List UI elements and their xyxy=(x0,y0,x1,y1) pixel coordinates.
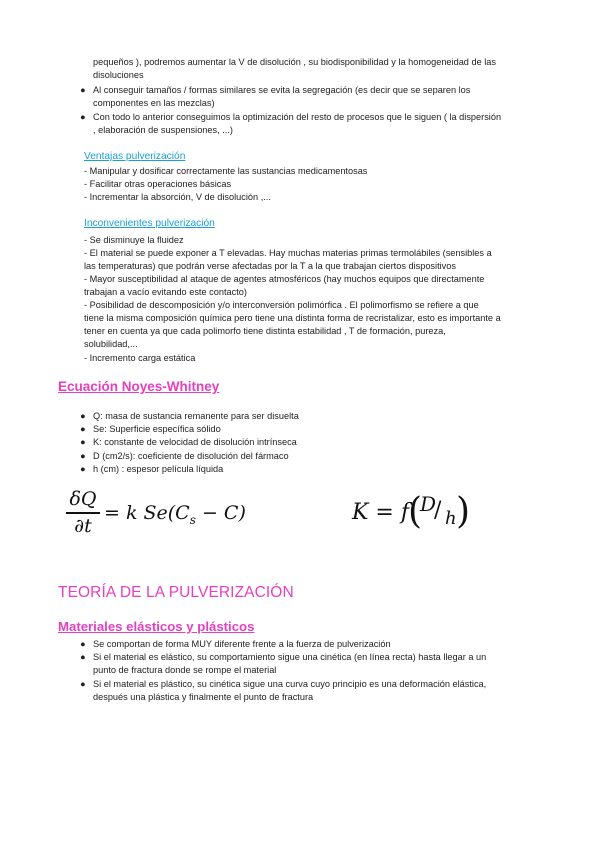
eq2-denominator: h xyxy=(445,508,457,529)
bullet-text: Se: Superficie específica sólido xyxy=(93,424,221,434)
eq1-rhs-main: = k Se(C xyxy=(104,502,190,524)
bullet-dot: ● xyxy=(80,679,86,689)
bullet-dot: ● xyxy=(80,639,86,649)
eq2-slash: / xyxy=(434,498,442,523)
teoria-heading: TEORÍA DE LA PULVERIZACIÓN xyxy=(58,584,294,601)
bullet-text: Al conseguir tamaños / formas similares se evita la segregación (es decir que se separen los xyxy=(93,85,471,95)
intro-line-1: pequeños ), podremos aumentar la V de disolución , su biodisponibilidad y la homogeneidad de las xyxy=(93,57,496,67)
bullet-text: Q: masa de sustancia remanente para ser disuelta xyxy=(93,411,299,421)
eq1-denominator: ∂t xyxy=(74,515,92,537)
eq1-numerator: δQ xyxy=(69,488,97,510)
eq1-rhs-tail: − C) xyxy=(195,502,246,524)
inconvenientes-line: - Incremento carga estática xyxy=(84,353,196,363)
bullet-dot: ● xyxy=(80,424,86,434)
inconvenientes-line: solubilidad,... xyxy=(84,339,138,349)
ventajas-item: - Manipular y dosificar correctamente las sustancias medicamentosas xyxy=(84,166,368,176)
inconvenientes-line: las temperaturas) que podrán verse afectadas por la T a la que trabajan ciertos dispositivos xyxy=(84,261,456,271)
inconvenientes-heading: Inconvenientes pulverización xyxy=(84,218,215,229)
eq2-numerator: D xyxy=(420,492,437,516)
bullet-text: punto de fractura donde se rompe el material xyxy=(93,664,277,675)
bullet-dot: ● xyxy=(80,85,86,95)
inconvenientes-line: - Posibilidad de descomposición y/o interconversión polimórfica . El polimorfismo se refiere a que xyxy=(84,300,479,310)
bullet-text: después una plástica y finalmente el punto de fractura xyxy=(93,691,314,702)
inconvenientes-line: - El material se puede exponer a T elevadas. Hay muchas materias primas termolábiles (sensibles a xyxy=(84,248,492,258)
k-equation xyxy=(352,490,492,540)
eq2-paren-left: ( xyxy=(408,491,423,532)
ventajas-heading: Ventajas pulverización xyxy=(84,151,186,162)
ventajas-item: - Facilitar otras operaciones básicas xyxy=(84,179,232,189)
inconvenientes-line: tiene la misma composición química pero tiene una distinta forma de recristalizar, esto es importante a xyxy=(84,313,501,323)
bullet-text: h (cm) : espesor película líquida xyxy=(93,464,224,474)
eq1-fraction-bar xyxy=(66,512,100,514)
intro-line-2: disoluciones xyxy=(93,70,144,80)
bullet-dot: ● xyxy=(80,437,86,447)
bullet-text: componentes en las mezclas) xyxy=(93,97,215,108)
bullet-text: Se comportan de forma MUY diferente frente a la fuerza de pulverización xyxy=(93,639,391,649)
materiales-heading: Materiales elásticos y plásticos xyxy=(58,619,255,634)
bullet-dot: ● xyxy=(80,112,86,122)
inconvenientes-line: - Se disminuye la fluidez xyxy=(84,235,184,245)
eq2-lhs: K = f xyxy=(352,500,409,525)
bullet-dot: ● xyxy=(80,451,86,461)
bullet-text: Si el material es plástico, su cinética sigue una curva cuyo principio es una deformación elástica, xyxy=(93,679,487,689)
bullet-dot: ● xyxy=(80,411,86,421)
bullet-text: D (cm2/s): coeficiente de disolución del fármaco xyxy=(93,451,289,461)
inconvenientes-line: tener en cuenta ya que cada polimorfo tiene distinta estabilidad , T de formación, pureza, xyxy=(84,326,446,336)
bullet-text: Si el material es elástico, su comportamiento sigue una cinética (en línea recta) hasta llegar a un xyxy=(93,652,487,662)
bullet-text: , elaboración de suspensiones, ...) xyxy=(93,124,233,135)
inconvenientes-line: trabajan a vacío evitando este contacto) xyxy=(84,287,247,297)
bullet-dot: ● xyxy=(80,464,86,474)
noyes-heading: Ecuación Noyes-Whitney xyxy=(58,379,220,394)
eq1-subscript: s xyxy=(189,512,196,527)
inconvenientes-line: - Mayor susceptibilidad al ataque de agentes atmosféricos (hay muchos equipos que directamente xyxy=(84,274,485,284)
bullet-text: Con todo lo anterior conseguimos la optimización del resto de procesos que le siguen ( la dispersión xyxy=(93,112,502,122)
eq1-rhs xyxy=(104,502,246,531)
eq2-paren-right: ) xyxy=(456,491,471,532)
bullet-text: K: constante de velocidad de disolución intrínseca xyxy=(93,437,297,447)
ventajas-item: - Incrementar la absorción, V de disolución ,... xyxy=(84,192,271,202)
noyes-equation xyxy=(66,488,266,542)
bullet-dot: ● xyxy=(80,652,86,662)
